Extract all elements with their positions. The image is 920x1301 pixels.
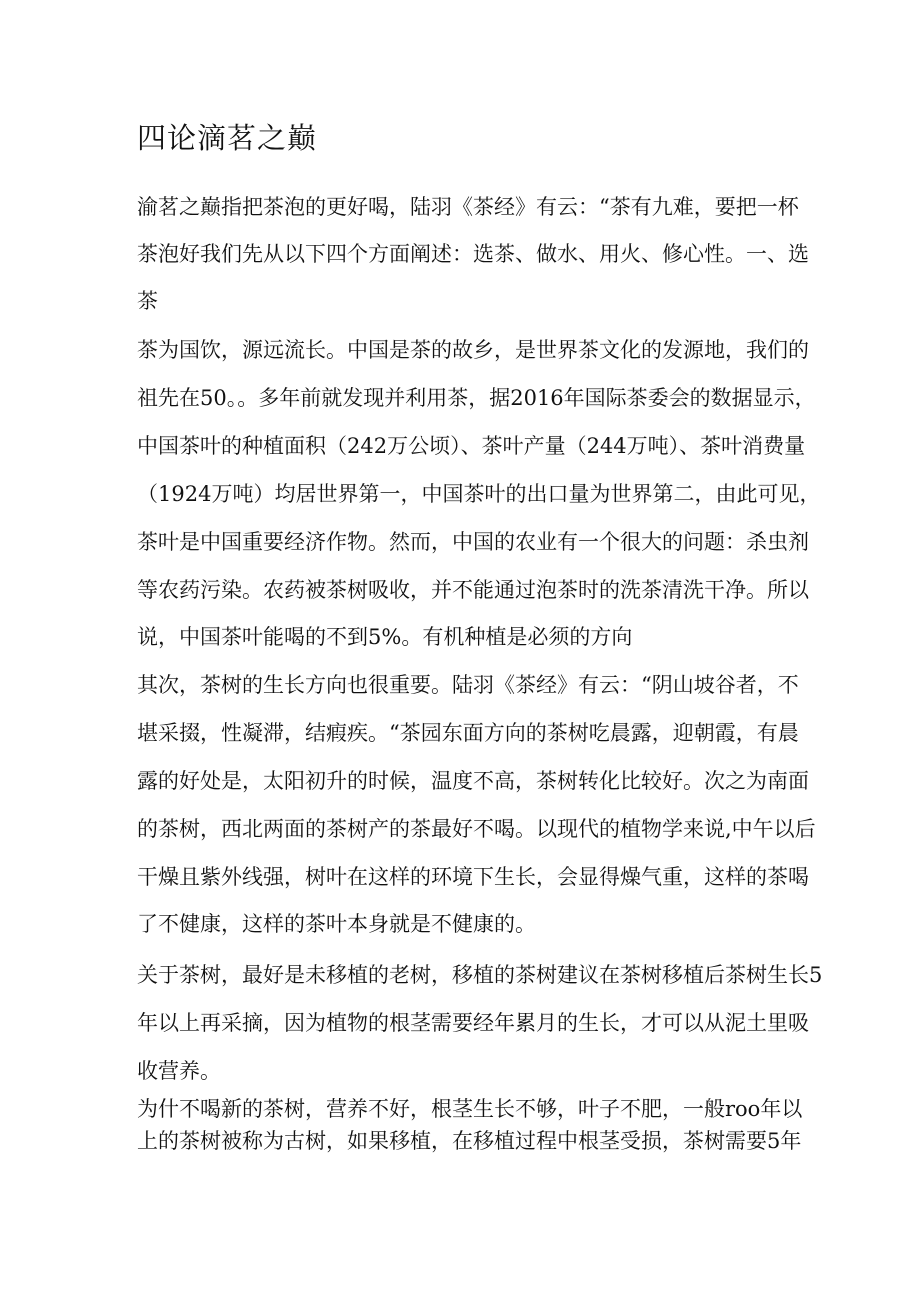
paragraph-line: 的茶树，西北两面的茶树产的茶最好不喝。以现代的植物学来说,中午以后 [137,817,816,841]
paragraph-line: 为什不喝新的茶树，营养不好，根茎生长不够，叶子不肥，一般roo年以 [137,1097,803,1121]
paragraph-line: （1924万吨）均居世界第一，中国茶叶的出口量为世界第二，由此可见， [137,482,821,506]
document-title: 四论滴茗之巅 [137,121,318,155]
paragraph-line: 中国茶叶的种植面积（242万公顷）、茶叶产量（244万吨）、茶叶消费量 [137,434,806,458]
paragraph-line: 干燥且紫外线强，树叶在这样的环境下生长，会显得燥气重，这样的茶喝 [137,865,809,889]
paragraph-line: 等农药污染。农药被茶树吸收，并不能通过泡茶时的洗茶清洗干净。所以 [137,578,809,602]
paragraph-line: 茶泡好我们先从以下四个方面阐述：选茶、做水、用火、修心性。一、选 [137,242,809,266]
paragraph-line: 年以上再采摘，因为植物的根茎需要经年累月的生长，才可以从泥土里吸 [137,1011,809,1035]
paragraph-line: 上的茶树被称为古树，如果移植，在移植过程中根茎受损，茶树需要5年 [137,1129,802,1153]
paragraph-line: 其次，茶树的生长方向也很重要。陆羽《茶经》有云：“阴山坡谷者，不 [137,673,799,697]
paragraph-line: 堪采掇，性凝滞，结瘕疾。“茶园东面方向的茶树吃晨露，迎朝霞，有晨 [137,721,799,745]
paragraph-line: 祖先在50。。多年前就发现并利用茶，据2016年国际茶委会的数据显示， [137,386,816,410]
paragraph-line: 露的好处是，太阳初升的时候，温度不高，茶树转化比较好。次之为南面 [137,769,809,793]
paragraph-line: 关于茶树，最好是未移植的老树，移植的茶树建议在茶树移植后茶树生长5 [137,963,823,987]
paragraph-line: 了不健康，这样的茶叶本身就是不健康的。 [137,912,536,936]
paragraph-line: 茶为国饮，源远流长。中国是茶的故乡，是世界茶文化的发源地，我们的 [137,338,809,362]
paragraph-line: 茶叶是中国重要经济作物。然而，中国的农业有一个很大的问题：杀虫剂 [137,530,809,554]
paragraph-line: 茶 [137,289,158,313]
paragraph-line: 渝茗之巅指把茶泡的更好喝，陆羽《茶经》有云：“茶有九难，要把一杯 [137,195,799,219]
paragraph-line: 说，中国茶叶能喝的不到5%。有机种植是必须的方向 [137,625,633,649]
paragraph-line: 收营养。 [137,1059,221,1083]
